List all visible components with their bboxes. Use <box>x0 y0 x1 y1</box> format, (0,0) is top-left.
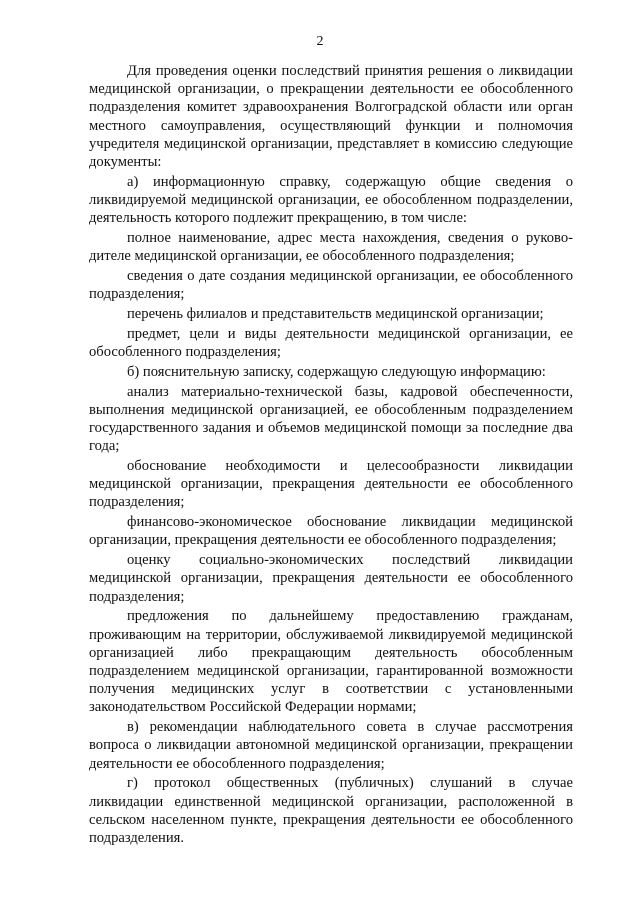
paragraph-item-g: г) протокол общественных (публичных) слушаний в случае ликвидации единственной медицинской организации, расположенной в сельском населенном пункте, прекращения деятельности ее обособленного подразделения. <box>89 775 573 847</box>
paragraph-item-b-analysis: анализ материально-технической базы, кадровой обеспеченности, выполнения медицинской организацией, ее обособленным подразделением государственного задания и объемов медицинской помощи за последние два года; <box>89 383 573 455</box>
paragraph-item-a: а) информационную справку, содержащую общие сведения о ликвидируемой медицинской организации, ее обособленном подразделении, деятельность которого подлежит прекращению, в том числе: <box>89 173 573 227</box>
paragraph-item-b-assessment: оценку социально-экономических последствий ликвидации медицинской организации, прекращения деятельности ее обособленного подразделения; <box>89 552 573 605</box>
paragraph-item-v: в) рекомендации наблюдательного совета в случае рассмотрения вопроса о ликвидации автономной медицинской организации, прекращении деятельности ее обособленного подразделения; <box>89 719 573 772</box>
paragraph-item-b-justification: обоснование необходимости и целесообразности ликвидации медицинской организации, прекращения деятельности ее обособленного подразделения; <box>89 458 573 511</box>
page-number: 2 <box>316 34 324 49</box>
paragraph-item-b: б) пояснительную записку, содержащую следующую информацию: <box>127 363 546 380</box>
paragraph-item-b-financial: финансово-экономическое обоснование ликвидации медицинской организации, прекращения деятельности ее обособленного подразделения; <box>89 514 573 549</box>
paragraph-item-a-creation-date: сведения о дате создания медицинской организации, ее обособленного подразделения; <box>89 268 573 303</box>
paragraph-intro: Для проведения оценки последствий принятия решения о ликвидации медицинской организации, о прекращении деятельности ее обособленного подразделения комитет здравоохранения Волгоградской области или орган местного самоуправления, осуществляющий функции и полномочия учредителя медицинской организации, представляет в комиссию следующие документы: <box>89 63 573 171</box>
document-body <box>89 62 573 849</box>
paragraph-item-a-name-address: полное наименование, адрес места нахождения, сведения о руково-дителе медицинской организации, ее обособленного подразделения; <box>89 230 573 265</box>
paragraph-item-b-proposals: предложения по дальнейшему предоставлению гражданам, проживающим на территории, обслуживаемой ликвидируемой медицинской организацией либо прекращающим деятельность обособленным подразделением медицинской организации, гарантированной возможности получения медицинских услуг в соответствии с установленными законодательством Российской Федерации нормами; <box>89 608 573 716</box>
paragraph-item-a-branches: перечень филиалов и представительств медицинской организации; <box>127 306 544 323</box>
paragraph-item-a-subject-goals: предмет, цели и виды деятельности медицинской организации, ее обособленного подразделения; <box>89 325 573 361</box>
